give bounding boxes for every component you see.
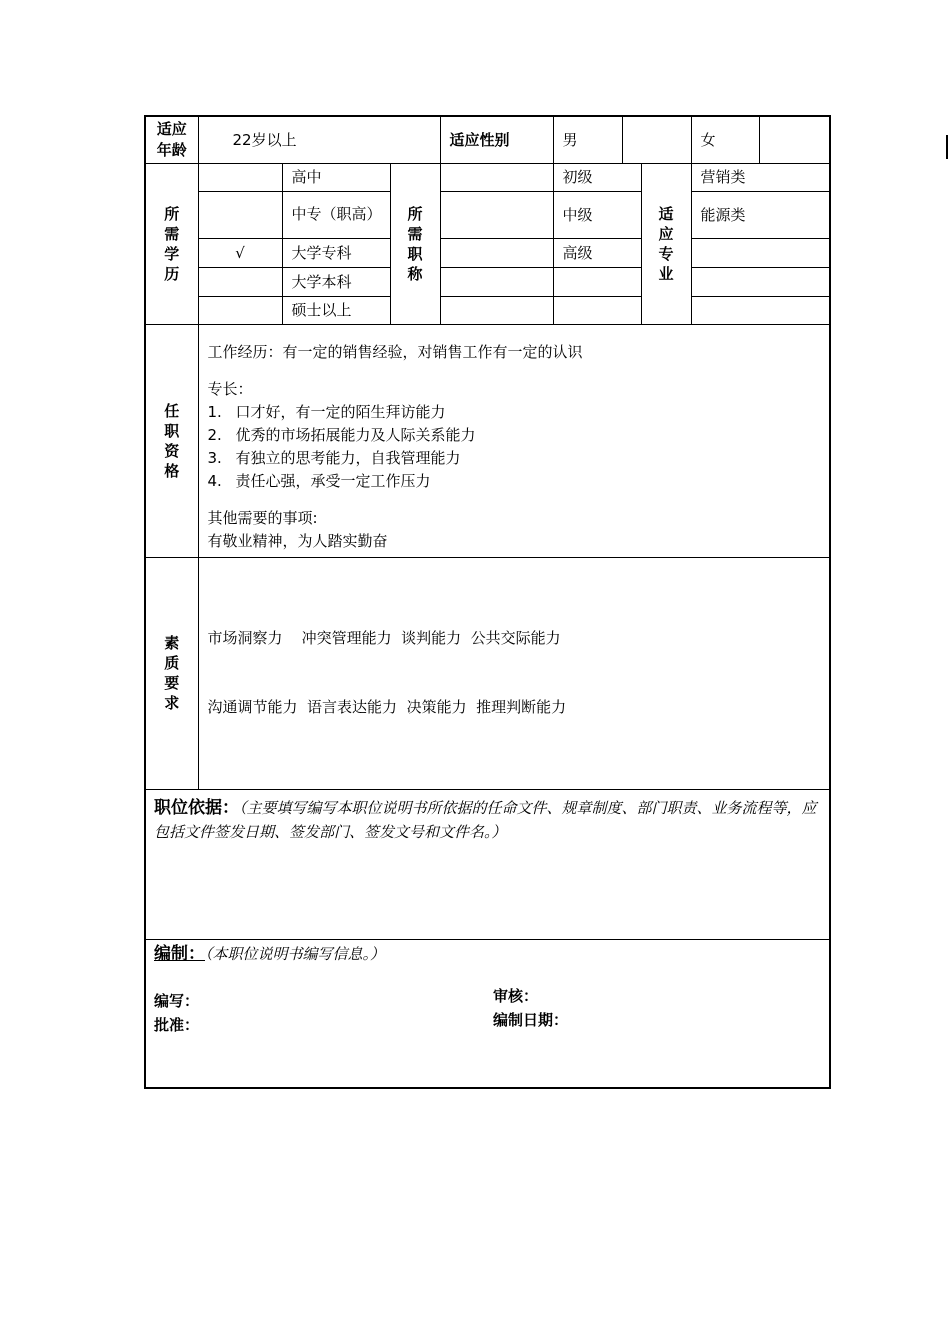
- title-blank-option-1: [553, 267, 641, 296]
- major-option-marketing: 营销类: [691, 163, 830, 191]
- quality-row: [145, 557, 830, 789]
- title-check-senior[interactable]: [440, 238, 553, 267]
- major-option-blank-3: [691, 296, 830, 324]
- age-label: 适应年龄: [145, 116, 198, 163]
- other-requirements: 有敬业精神，为人踏实勤奋: [207, 531, 388, 550]
- compile-row: [145, 939, 830, 1088]
- gender-female-label: 女: [691, 116, 759, 163]
- reviewer-label: 审核：: [493, 986, 539, 1005]
- gender-label: 适应性别: [440, 116, 553, 163]
- basis-row: [145, 789, 830, 939]
- education-option-high-school: 高中: [282, 163, 390, 191]
- skill-item: 4. 责任心强，承受一定工作压力: [207, 471, 431, 490]
- qualification-content: [198, 324, 830, 557]
- skill-item: 2. 优秀的市场拓展能力及人际关系能力: [207, 425, 476, 444]
- compile-note: （本职位说明书编写信息。）: [205, 944, 386, 963]
- job-requirements-table: [144, 115, 831, 1089]
- title-option-intermediate: 中级: [553, 191, 641, 238]
- major-option-blank-1: [691, 238, 830, 267]
- quality-line-1: 市场洞察力 冲突管理能力 谈判能力 公共交际能力: [207, 629, 561, 647]
- age-gender-row: [145, 116, 830, 163]
- education-check-master[interactable]: [198, 296, 282, 324]
- page-edge-mark: [946, 135, 948, 159]
- education-option-vocational: 中专（职高）: [282, 191, 390, 238]
- education-option-bachelor: 大学本科: [282, 267, 390, 296]
- age-value: 22岁以上: [198, 116, 440, 163]
- title-option-junior: 初级: [553, 163, 641, 191]
- education-row-3: [145, 238, 830, 267]
- education-check-bachelor[interactable]: [198, 267, 282, 296]
- basis-note: （主要填写编写本职位说明书所依据的任命文件、规章制度、部门职责、业务流程等，应包括文件签发日期、签发部门、签发文号和文件名。）: [154, 798, 817, 841]
- work-experience: 工作经历：有一定的销售经验，对销售工作有一定的认识: [207, 342, 583, 361]
- education-heading: 所 需 学 历: [145, 163, 198, 324]
- writer-label: 编写：: [154, 991, 200, 1010]
- quality-line-2: 沟通调节能力 语言表达能力 决策能力 推理判断能力: [207, 698, 567, 716]
- compile-label: 编制：: [154, 943, 205, 964]
- basis-content: [145, 789, 830, 939]
- major-option-blank-2: [691, 267, 830, 296]
- skills-title: 专长：: [207, 379, 253, 398]
- gender-male-label: 男: [553, 116, 622, 163]
- major-option-energy: 能源类: [691, 191, 830, 238]
- skill-item: 3. 有独立的思考能力，自我管理能力: [207, 448, 461, 467]
- gender-male-checkbox[interactable]: [622, 116, 691, 163]
- title-blank-option-2: [553, 296, 641, 324]
- signature-area: [154, 986, 821, 1046]
- approver-label: 批准：: [154, 1015, 200, 1034]
- title-blank-check-2: [440, 296, 553, 324]
- education-row-4: [145, 267, 830, 296]
- title-check-junior[interactable]: [440, 163, 553, 191]
- quality-heading: 素 质 要 求: [145, 557, 198, 789]
- education-row-1: [145, 163, 830, 191]
- basis-label: 职位依据：: [154, 797, 239, 818]
- other-requirements-title: 其他需要的事项:: [207, 508, 318, 527]
- qualification-heading: 任 职 资 格: [145, 324, 198, 557]
- education-check-high-school[interactable]: [198, 163, 282, 191]
- title-blank-check-1: [440, 267, 553, 296]
- skill-item: 1. 口才好，有一定的陌生拜访能力: [207, 402, 446, 421]
- qualification-row: [145, 324, 830, 557]
- education-option-college: 大学专科: [282, 238, 390, 267]
- gender-female-checkbox[interactable]: [759, 116, 830, 163]
- date-label: 编制日期：: [493, 1010, 569, 1029]
- title-check-intermediate[interactable]: [440, 191, 553, 238]
- major-heading: 适 应 专 业: [641, 163, 691, 324]
- title-option-senior: 高级: [553, 238, 641, 267]
- education-option-master: 硕士以上: [282, 296, 390, 324]
- compile-content: [145, 939, 830, 1088]
- education-check-vocational[interactable]: [198, 191, 282, 238]
- education-check-college[interactable]: √: [198, 238, 282, 267]
- title-heading: 所 需 职 称: [390, 163, 440, 324]
- quality-content: [198, 557, 830, 789]
- education-row-2: [145, 191, 830, 238]
- education-row-5: [145, 296, 830, 324]
